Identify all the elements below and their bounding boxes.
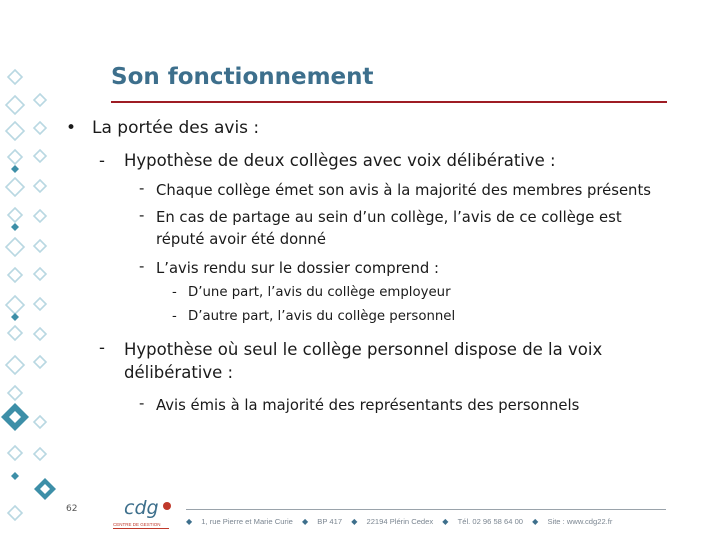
list-item-text: L’avis rendu sur le dossier comprend : [156, 260, 439, 277]
dash-bullet-icon: - [139, 207, 145, 224]
bullet-dot-icon: • [66, 118, 77, 138]
list-item-text: En cas de partage au sein d’un collège, l’avis de ce collège est réputé avoir été donné [156, 209, 622, 248]
diamond-icon: ◆ [442, 517, 449, 526]
hypothesis-text: Hypothèse où seul le collège personnel dispose de la voix délibérative : [124, 340, 603, 382]
sub-list-item-text: D’autre part, l’avis du collège personnel [188, 309, 456, 324]
diamond-icon: ◆ [186, 517, 193, 526]
list-item-text: Avis émis à la majorité des représentants des personnels [156, 397, 580, 414]
dash-bullet-icon: - [139, 258, 145, 275]
decorative-diamond-pattern [0, 60, 62, 540]
dash-bullet-icon: - [99, 338, 105, 357]
sub-list-item-text: D’une part, l’avis du collège employeur [188, 285, 451, 300]
footer-website: Site : www.cdg22.fr [547, 517, 613, 526]
logo-text: cdg [124, 497, 159, 519]
dash-bullet-icon: - [99, 151, 105, 170]
footer-phone: Tél. 02 96 58 64 00 [457, 517, 524, 526]
footer-address: 1, rue Pierre et Marie Curie [201, 517, 293, 526]
main-bullet-text: La portée des avis : [92, 118, 260, 138]
title-underline [111, 101, 667, 103]
footer-city: 22194 Plérin Cedex [366, 517, 434, 526]
diamond-icon: ◆ [302, 517, 309, 526]
footer-bp: BP 417 [317, 517, 343, 526]
cdg-logo [110, 494, 193, 534]
list-item-text: Chaque collège émet son avis à la majorité des membres présents [156, 182, 651, 199]
slide-title: Son fonctionnement [111, 64, 374, 90]
dash-bullet-icon: - [172, 309, 177, 324]
dash-bullet-icon: - [139, 395, 145, 412]
diamond-icon: ◆ [351, 517, 358, 526]
footer-rule [186, 509, 666, 510]
page-number: 62 [66, 504, 78, 514]
hypothesis-text: Hypothèse de deux collèges avec voix délibérative : [124, 151, 556, 170]
dash-bullet-icon: - [139, 180, 145, 197]
diamond-icon: ◆ [532, 517, 539, 526]
footer-contact [186, 517, 668, 531]
dash-bullet-icon: - [172, 285, 177, 300]
logo-caption: CENTRE DE GESTION [113, 522, 161, 527]
